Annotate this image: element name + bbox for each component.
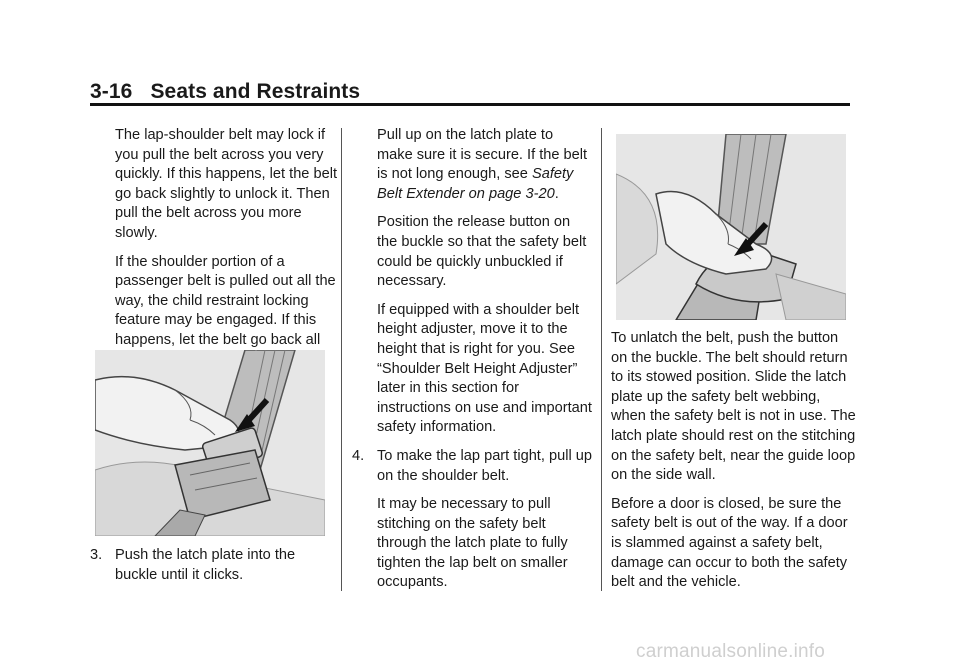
column-divider-2	[601, 128, 602, 591]
step-4-text: To make the lap part tight, pull up on the shoulder belt.	[377, 447, 592, 484]
latch-secure-end: .	[554, 185, 559, 202]
header-rule	[90, 103, 850, 106]
latch-secure-text: Pull up on the latch plate to make sure it is secure. If the belt is not long enough, see	[377, 127, 588, 183]
unlatch-image	[616, 134, 846, 320]
section-title: Seats and Restraints	[150, 80, 361, 103]
column-2	[352, 126, 592, 602]
illustration-latch-insert	[95, 350, 325, 536]
column-divider-1	[341, 128, 342, 591]
step-3-number: 3.	[90, 547, 103, 563]
paragraph-child-restraint: If the shoulder portion of a passenger belt is pulled out all the way, the child restraint locking feature may be engaged. If this happens, let the belt go back all	[115, 253, 336, 348]
belt-extender-reference: Safety Belt Extender on page 3-20	[377, 166, 574, 202]
page-number: 3-16	[90, 80, 133, 103]
illustration-unlatch	[616, 134, 846, 320]
paragraph-release-button: Position the release button on the buckle so that the safety belt could be quickly unbuckled if necessary.	[377, 214, 587, 290]
paragraph-height-adjuster: If equipped with a shoulder belt height adjuster, move it to the height that is right for you. See “Shoulder Belt Height Adjuster” later in this section for instructions on use and important safety information.	[377, 301, 592, 436]
step-3	[90, 546, 340, 585]
paragraph-latch-secure	[352, 126, 592, 204]
step-4-number: 4.	[352, 447, 365, 464]
latch-insert-image	[95, 350, 325, 536]
column-1-step	[90, 546, 340, 594]
step-4	[352, 447, 592, 486]
paragraph-belt-lock: The lap-shoulder belt may lock if you pull the belt across you very quickly. If this happens, let the belt go back slightly to unlock it. Then pull the belt across you more slowly.	[115, 127, 338, 241]
column-3	[611, 329, 856, 602]
column-1	[90, 126, 340, 379]
paragraph-door-warning: Before a door is closed, be sure the safety belt is out of the way. If a door is slammed against a safety belt, damage can occur to both the safety belt and the vehicle.	[611, 495, 848, 591]
paragraph-unlatch: To unlatch the belt, push the button on the buckle. The belt should return to its stowed position. Slide the latch plate up the safety belt webbing, when the safety belt is not in use. The latch plate should rest on the stitching on the safety belt, near the guide loop on the side wall.	[611, 330, 856, 484]
paragraph-stitching: It may be necessary to pull stitching on the safety belt through the latch plate to fully tighten the lap belt on smaller occupants.	[377, 496, 568, 591]
step-3-text: Push the latch plate into the buckle until it clicks.	[115, 547, 296, 583]
watermark: carmanualsonline.info	[636, 641, 826, 662]
page-header	[90, 80, 360, 104]
